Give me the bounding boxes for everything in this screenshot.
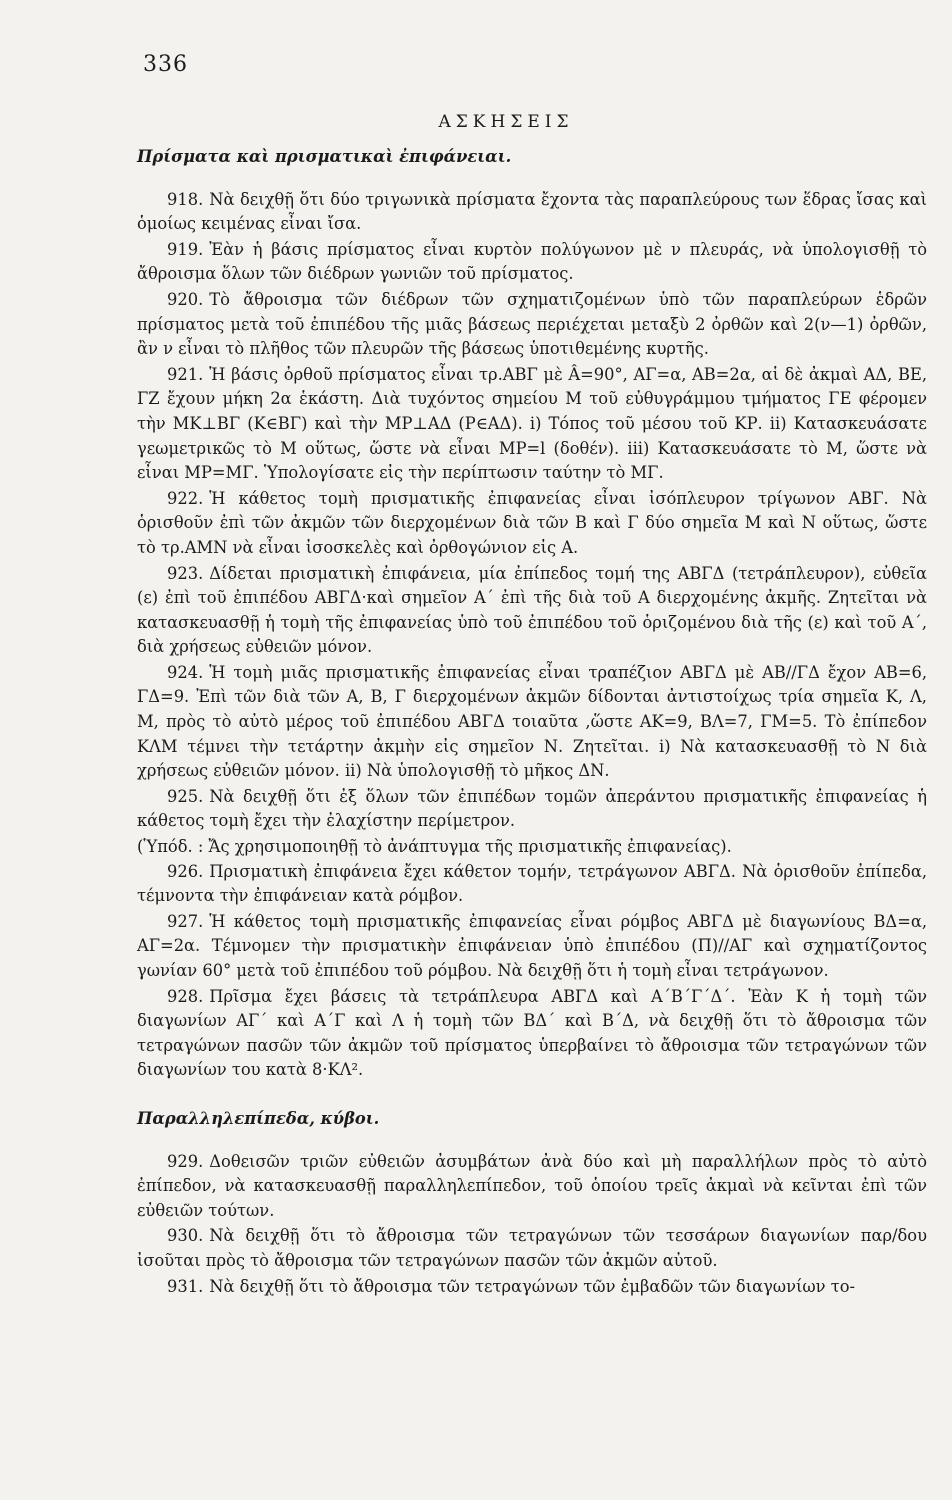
exercise-text: Νὰ δειχθῇ ὅτι τὸ ἄθροισμα τῶν τετραγώνων τῶν ἐμβαδῶν τῶν διαγωνίων το- xyxy=(209,1276,856,1296)
exercise-text: Δίδεται πρισματικὴ ἐπιφάνεια, μία ἐπίπεδος τομή της ΑΒΓΔ (τετράπλευρον), εὐθεῖα (ε) ἐπὶ τοῦ ἐπιπέδου ΑΒΓΔ·καὶ σημεῖον Α΄ ἐπὶ τῆς διὰ τοῦ Α διερχομένης ἀκμῆς. Ζητεῖται νὰ κατασκευασθῇ ἡ τομὴ τῆς ἐπιφανείας ὑπὸ τοῦ ἐπιπέδου τοῦ ὁριζομένου διὰ τῆς (ε) καὶ τοῦ Α΄, διὰ χρήσεως εὐθειῶν μόνον. xyxy=(137,563,927,657)
exercise-924 xyxy=(137,661,927,784)
exercise-927 xyxy=(137,910,927,984)
exercise-919 xyxy=(137,238,927,287)
exercise-text: Νὰ δειχθῇ ὅτι τὸ ἄθροισμα τῶν τετραγώνων τῶν τεσσάρων διαγωνίων παρ/δου ἰσοῦται πρὸς τὸ ἄθροισμα τῶν τετραγώνων πασῶν τῶν ἀκμῶν αὐτοῦ. xyxy=(137,1226,927,1270)
exercise-number: 918. xyxy=(167,189,204,209)
page-heading: ΑΣΚΗΣΕΙΣ xyxy=(438,112,574,132)
exercise-920 xyxy=(137,288,927,362)
exercise-text: Ἡ κάθετος τομὴ πρισματικῆς ἐπιφανείας εἶναι ρόμβος ΑΒΓΔ μὲ διαγωνίους ΒΔ=α, ΑΓ=2α. Τέμνομεν τὴν πρισματικὴν ἐπιφάνειαν ὑπὸ ἐπιπέδου (Π)//ΑΓ καὶ σχηματίζοντος γωνίαν 60° μετὰ τοῦ ἐπιπέδου τοῦ ρόμβου. Νὰ δειχθῇ ὅτι ἡ τομὴ εἶναι τετράγωνον. xyxy=(137,911,927,980)
exercise-number: 930. xyxy=(167,1226,204,1246)
exercise-number: 927. xyxy=(167,911,204,931)
exercise-930 xyxy=(137,1224,927,1273)
exercise-925-hint: (Ὑπόδ. : Ἄς χρησιμοποιηθῇ τὸ ἀνάπτυγμα τῆς πρισματικῆς ἐπιφανείας). xyxy=(137,837,732,857)
exercise-926 xyxy=(137,860,927,909)
section-title: Παραλληλεπίπεδα, κύβοι. xyxy=(137,1108,380,1128)
exercise-number: 924. xyxy=(167,662,204,682)
exercise-text: Δοθεισῶν τριῶν εὐθειῶν ἀσυμβάτων ἀνὰ δύο καὶ μὴ παραλλήλων πρὸς τὸ αὐτὸ ἐπίπεδον, νὰ κατασκευασθῇ παραλληλεπίπεδον, τοῦ ὁποίου τρεῖς ἀκμαὶ νὰ κεῖνται ἐπὶ τῶν εὐθειῶν τούτων. xyxy=(137,1151,927,1220)
page-number: 336 xyxy=(143,52,188,77)
exercise-921 xyxy=(137,363,927,486)
exercise-text: Ἡ τομὴ μιᾶς πρισματικῆς ἐπιφανείας εἶναι τραπέζιον ΑΒΓΔ μὲ ΑΒ//ΓΔ ἔχον ΑΒ=6, ΓΔ=9. Ἐπὶ τῶν διὰ τῶν Α, Β, Γ διερχομένων ἀκμῶν δίδονται ἀντιστοίχως τρία σημεῖα Κ, Λ, Μ, πρὸς τὸ αὐτὸ μέρος τοῦ ἐπιπέδου ΑΒΓΔ τοιαῦτα ,ὥστε ΑΚ=9, ΒΛ=7, ΓΜ=5. Τὸ ἐπίπεδον ΚΛΜ τέμνει τὴν τετάρτην ἀκμὴν εἰς σημεῖον Ν. Ζητεῖται. i) Νὰ κατασκευασθῇ τὸ Ν διὰ χρήσεως εὐθειῶν μόνον. ii) Νὰ ὑπολογισθῇ τὸ μῆκος ΔΝ. xyxy=(137,662,927,781)
exercise-number: 919. xyxy=(167,239,204,259)
exercise-922 xyxy=(137,487,927,561)
exercise-number: 925. xyxy=(167,786,204,806)
exercise-number: 928. xyxy=(167,986,204,1006)
exercise-text: Τὸ ἄθροισμα τῶν διέδρων τῶν σχηματιζομένων ὑπὸ τῶν παραπλεύρων ἑδρῶν πρίσματος μετὰ τοῦ ἐπιπέδου τῆς μιᾶς βάσεως περιέχεται μεταξὺ 2 ὀρθῶν καὶ 2(ν—1) ὀρθῶν, ἂν ν εἶναι τὸ πλῆθος τῶν πλευρῶν τῆς βάσεως ὑποτιθεμένης κυρτῆς. xyxy=(137,289,927,359)
exercise-number: 931. xyxy=(167,1276,204,1296)
exercise-text: Πρῖσμα ἔχει βάσεις τὰ τετράπλευρα ΑΒΓΔ καὶ Α΄Β΄Γ΄Δ΄. Ἐὰν Κ ἡ τομὴ τῶν διαγωνίων ΑΓ΄ καὶ Α΄Γ καὶ Λ ἡ τομὴ τῶν ΒΔ΄ καὶ Β΄Δ, νὰ δειχθῇ ὅτι τὸ ἄθροισμα τῶν τετραγώνων πασῶν τῶν ἀκμῶν τοῦ πρίσματος ὑπερβαίνει τὸ ἄθροισμα τῶν τετραγώνων τῶν διαγωνίων του κατὰ 8·ΚΛ². xyxy=(137,986,927,1080)
exercise-number: 926. xyxy=(167,861,204,881)
exercise-931 xyxy=(137,1275,927,1300)
exercise-929 xyxy=(137,1150,927,1224)
exercise-text: Νὰ δειχθῇ ὅτι δύο τριγωνικὰ πρίσματα ἔχοντα τὰς παραπλεύρους των ἕδρας ἴσας καὶ ὁμοίως κειμένας εἶναι ἴσα. xyxy=(137,189,927,234)
exercise-925 xyxy=(137,785,927,834)
exercise-928 xyxy=(137,985,927,1083)
exercises-content xyxy=(137,145,927,1300)
exercise-923 xyxy=(137,562,927,660)
exercise-918 xyxy=(137,188,927,237)
exercise-number: 923. xyxy=(167,563,204,583)
exercise-number: 929. xyxy=(167,1151,204,1171)
exercise-text: Ἡ βάσις ὀρθοῦ πρίσματος εἶναι τρ.ΑΒΓ μὲ Â=90°, ΑΓ=α, ΑΒ=2α, αἱ δὲ ἀκμαὶ ΑΔ, ΒΕ, ΓΖ ἔχουν μήκη 2α ἑκάστη. Διὰ τυχόντος σημείου Μ τοῦ εὐθυγράμμου τμήματος ΓΕ φέρομεν τὴν ΜΚ⊥ΒΓ (Κ∈ΒΓ) καὶ τὴν ΜΡ⊥ΑΔ (Ρ∈ΑΔ). i) Τόπος τοῦ μέσου τοῦ ΚΡ. ii) Κατασκευάσατε γεωμετρικῶς τὸ Μ οὕτως, ὥστε νὰ εἶναι ΜΡ=l (δοθέν). iii) Κατασκευάσατε τὸ Μ, ὥστε νὰ εἶναι ΜΡ=ΜΓ. Ὑπολογίσατε εἰς τὴν περίπτωσιν ταύτην τὸ ΜΓ. xyxy=(137,364,927,483)
exercise-text: Ἐὰν ἡ βάσις πρίσματος εἶναι κυρτὸν πολύγωνον μὲ ν πλευράς, νὰ ὑπολογισθῇ τὸ ἄθροισμα ὅλων τῶν διέδρων γωνιῶν τοῦ πρίσματος. xyxy=(137,239,927,284)
exercise-number: 921. xyxy=(167,364,204,384)
exercise-number: 920. xyxy=(167,289,204,309)
section-title: Πρίσματα καὶ πρισματικαὶ ἐπιφάνειαι. xyxy=(137,147,512,166)
exercise-number: 922. xyxy=(167,488,204,508)
exercise-text: Νὰ δειχθῇ ὅτι ἐξ ὅλων τῶν ἐπιπέδων τομῶν ἀπεράντου πρισματικῆς ἐπιφανείας ἡ κάθετος τομὴ ἔχει τὴν ἐλαχίστην περίμετρον. xyxy=(137,786,927,831)
exercise-text: Ἡ κάθετος τομὴ πρισματικῆς ἐπιφανείας εἶναι ἰσόπλευρον τρίγωνον ΑΒΓ. Νὰ ὁρισθοῦν ἐπὶ τῶν ἀκμῶν τῶν διερχομένων διὰ τῶν Β καὶ Γ δύο σημεῖα Μ καὶ Ν οὕτως, ὥστε τὸ τρ.ΑΜΝ νὰ εἶναι ἰσοσκελὲς καὶ ὀρθογώνιον εἰς Α. xyxy=(137,488,927,557)
exercise-text: Πρισματικὴ ἐπιφάνεια ἔχει κάθετον τομήν, τετράγωνον ΑΒΓΔ. Νὰ ὁρισθοῦν ἐπίπεδα, τέμνοντα τὴν ἐπιφάνειαν κατὰ ρόμβον. xyxy=(137,861,927,906)
